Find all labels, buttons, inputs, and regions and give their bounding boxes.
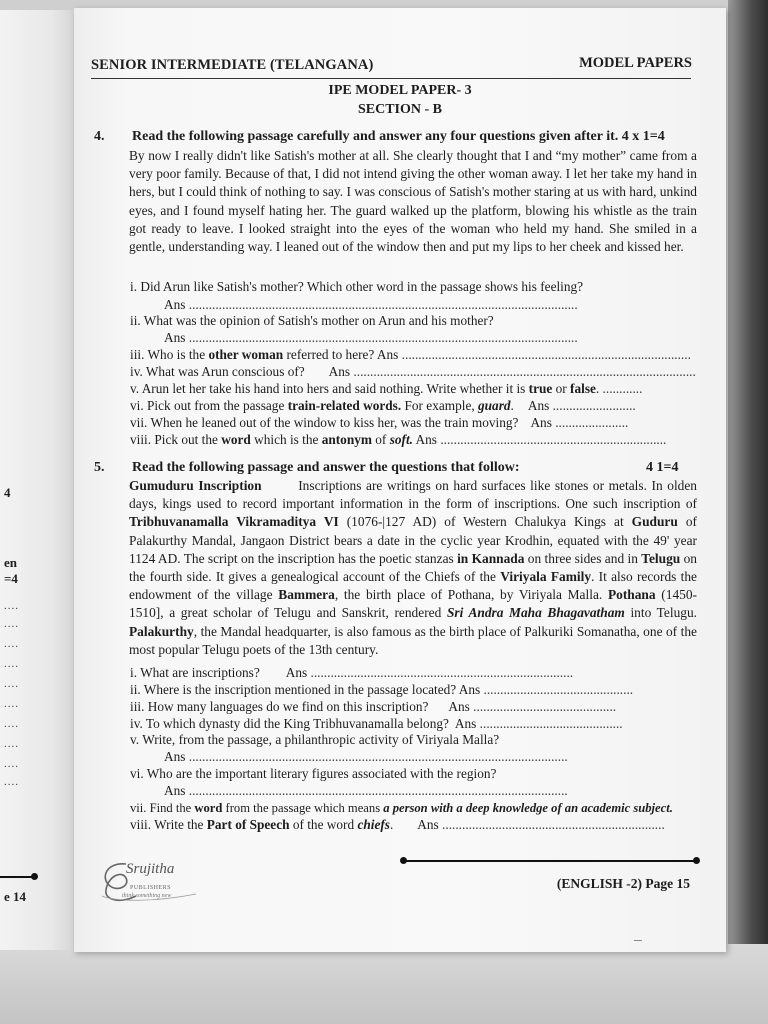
q4-item-vi: vi. Pick out from the passage train-related words. For example, guard. Ans ......................... (130, 398, 636, 413)
prev-page-dots: .... (4, 618, 19, 630)
prev-page-fragment: en (4, 555, 17, 570)
q5-item-v: v. Write, from the passage, a philanthropic activity of Viriyala Malla? (130, 732, 500, 747)
q4-answer-line: Ans ..................................................................................................................... (164, 330, 578, 345)
header-rule (91, 78, 691, 79)
question-5-marks: 4 1=4 (646, 460, 679, 475)
prev-page-dots: .... (4, 718, 19, 730)
q4-item-i: i. Did Arun like Satish's mother? Which other word in the passage shows his feeling? (130, 279, 584, 294)
question-5-heading: Read the following passage and answer the questions that follow: (132, 460, 520, 475)
q4-item-viii: viii. Pick out the word which is the antonym of soft. Ans .................................................................... (130, 432, 667, 447)
previous-page-edge (0, 10, 75, 950)
q5-item-viii: viii. Write the Part of Speech of the word chiefs. Ans ................................................................... (130, 817, 665, 832)
prev-page-fragment: 4 (4, 485, 11, 500)
question-5-number: 5. (94, 460, 105, 475)
header-left: SENIOR INTERMEDIATE (TELANGANA) (91, 57, 374, 73)
prev-page-number: e 14 (4, 889, 27, 904)
question-4-heading (132, 129, 692, 145)
q4-item-iv: iv. What was Arun conscious of? Ans ....................................................................................................... (130, 364, 696, 379)
q5-item-iii: iii. How many languages do we find on this inscription? Ans ........................................... (130, 699, 617, 714)
prev-page-dots: .... (4, 758, 19, 770)
q4-item-ii: ii. What was the opinion of Satish's mother on Arun and his mother? (130, 313, 494, 328)
q5-answer-line: Ans .................................................................................................................. (164, 749, 568, 764)
q4-answer-line: Ans ..................................................................................................................... (164, 297, 578, 312)
question-4-passage: By now I really didn't like Satish's mother at all. She clearly thought that I and “my mother” came from a very poor family. Because of that, I did not intend giving the other woman away. I let her take my hand in hers, but I could think of nothing to say. I was conscious of Satish's mother staring at us with hard, unkind eyes, and I found myself hating her. The guard walked up the platform, blowing his whistle as the train got ready to leave. I looked straight into the eyes of the woman who held my hand. She smiled in a gentle, understanding way. I leaned out of the window then and put my lips to her cheek and kissed her. (129, 148, 697, 255)
paper-title: IPE MODEL PAPER- 3 (328, 83, 472, 98)
prev-page-rule (0, 876, 34, 878)
scanner-edge-shadow (728, 0, 768, 1024)
q4-item-vii: vii. When he leaned out of the window to kiss her, was the train moving? Ans ...................... (130, 415, 629, 430)
prev-page-fragment: =4 (4, 571, 18, 586)
publisher-logo-subtext: PUBLISHERS (130, 885, 172, 891)
q4-item-iii: iii. Who is the other woman referred to here? Ans ....................................................................................... (130, 347, 691, 362)
prev-page-dots: .... (4, 698, 19, 710)
stray-mark (634, 940, 642, 941)
prev-page-dots: .... (4, 658, 19, 670)
footer-rule (404, 860, 696, 862)
q5-answer-line: Ans .................................................................................................................. (164, 783, 568, 798)
question-5-passage: Gumuduru Inscription Inscriptions are writings on hard surfaces like stones or metals. In olden days, kings used to record important information in the form of inscriptions. One such inscription of Tribhuvanamalla Vikramaditya VI (1076-|127 AD) of Western Chalukya Kings at Guduru of Palakurthy Mandal, Jangaon District bears a date in the cyclic year Krodhin, equated with the 49' year 1124 AD. The script on the inscription has the poetic stanzas in Kannada on three sides and in Telugu on the fourth side. It gives a genealogical account of the Chiefs of the Viriyala Family. It also records the endowment of the village Bammera, the birth place of Pothana, by Viriyala Malla. Pothana (1450-1510], a great scholar of Telugu and Sanskrit, rendered Sri Andra Maha Bhagavatham into Telugu. Palakurthy, the Mandal headquarter, is also famous as the birth place of Palkuriki Somanatha, one of the most popular Telugu poets of the 13th century. (129, 478, 697, 657)
question-4-heading-text: Read the following passage carefully and answer any four questions given after it. (132, 129, 619, 144)
prev-page-dots: .... (4, 776, 19, 788)
q5-item-vii: vii. Find the word from the passage which means a person with a deep knowledge of an academic subject. (130, 801, 673, 815)
publisher-logo-tagline: think something new (122, 893, 172, 899)
section-title: SECTION - B (357, 102, 443, 117)
q5-item-iv: iv. To which dynasty did the King Tribhuvanamalla belong? Ans ........................................... (130, 716, 623, 731)
prev-page-dots: .... (4, 678, 19, 690)
document-page (74, 8, 726, 952)
prev-page-dots: .... (4, 600, 19, 612)
prev-page-dots: .... (4, 638, 19, 650)
question-4-number: 4. (94, 129, 105, 144)
publisher-logo-text: Srujitha (126, 861, 175, 877)
q5-item-i: i. What are inscriptions? Ans ............................................................................... (130, 665, 574, 680)
q5-item-vi: vi. Who are the important literary figures associated with the region? (130, 766, 497, 781)
question-4-marks: 4 x 1=4 (621, 129, 665, 144)
q4-item-v: v. Arun let her take his hand into hers and said nothing. Write whether it is true or false. ............ (130, 381, 643, 396)
footer-page-label: (ENGLISH -2) Page 15 (556, 876, 690, 891)
q5-item-ii: ii. Where is the inscription mentioned in the passage located? Ans ............................................. (130, 682, 634, 697)
header-right: MODEL PAPERS (579, 55, 692, 71)
prev-page-dots: .... (4, 738, 19, 750)
scanner-bottom-margin (0, 944, 768, 1024)
